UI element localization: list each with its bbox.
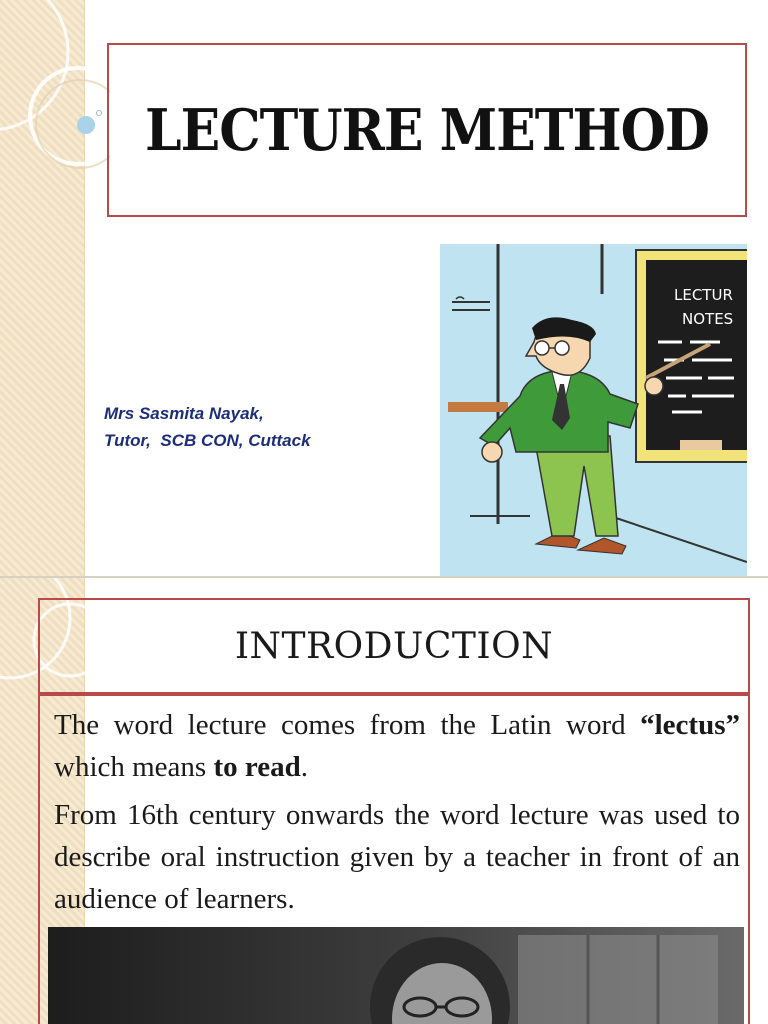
slide-title: LECTURE METHOD xyxy=(145,96,709,164)
introduction-body xyxy=(38,694,750,1024)
paragraph-1 xyxy=(54,704,740,788)
author-block xyxy=(104,400,434,454)
title-box xyxy=(107,43,747,217)
introduction-heading: INTRODUCTION xyxy=(234,625,554,667)
introduction-heading-box xyxy=(38,598,750,694)
introduction-slide xyxy=(0,578,768,1024)
board-line-1: LECTUR xyxy=(674,286,733,304)
classroom-photo xyxy=(48,927,744,1024)
board-line-2: NOTES xyxy=(682,310,734,328)
para1-text: The word lecture comes from the Latin word xyxy=(54,709,641,741)
lecturer-illustration xyxy=(440,244,747,576)
para1-text: . xyxy=(300,751,308,783)
paragraph-2: From 16th century onwards the word lecture was used to describe oral instruction given by a teacher in front of an audience of learners. xyxy=(54,799,740,915)
author-role: Tutor, SCB CON, Cuttack xyxy=(104,431,311,450)
author-name: Mrs Sasmita Nayak, xyxy=(104,404,264,423)
para1-text: which means xyxy=(54,751,214,783)
latin-term: “lectus” xyxy=(640,709,740,741)
term-meaning: to read xyxy=(213,751,301,783)
decorative-circles xyxy=(0,0,110,576)
